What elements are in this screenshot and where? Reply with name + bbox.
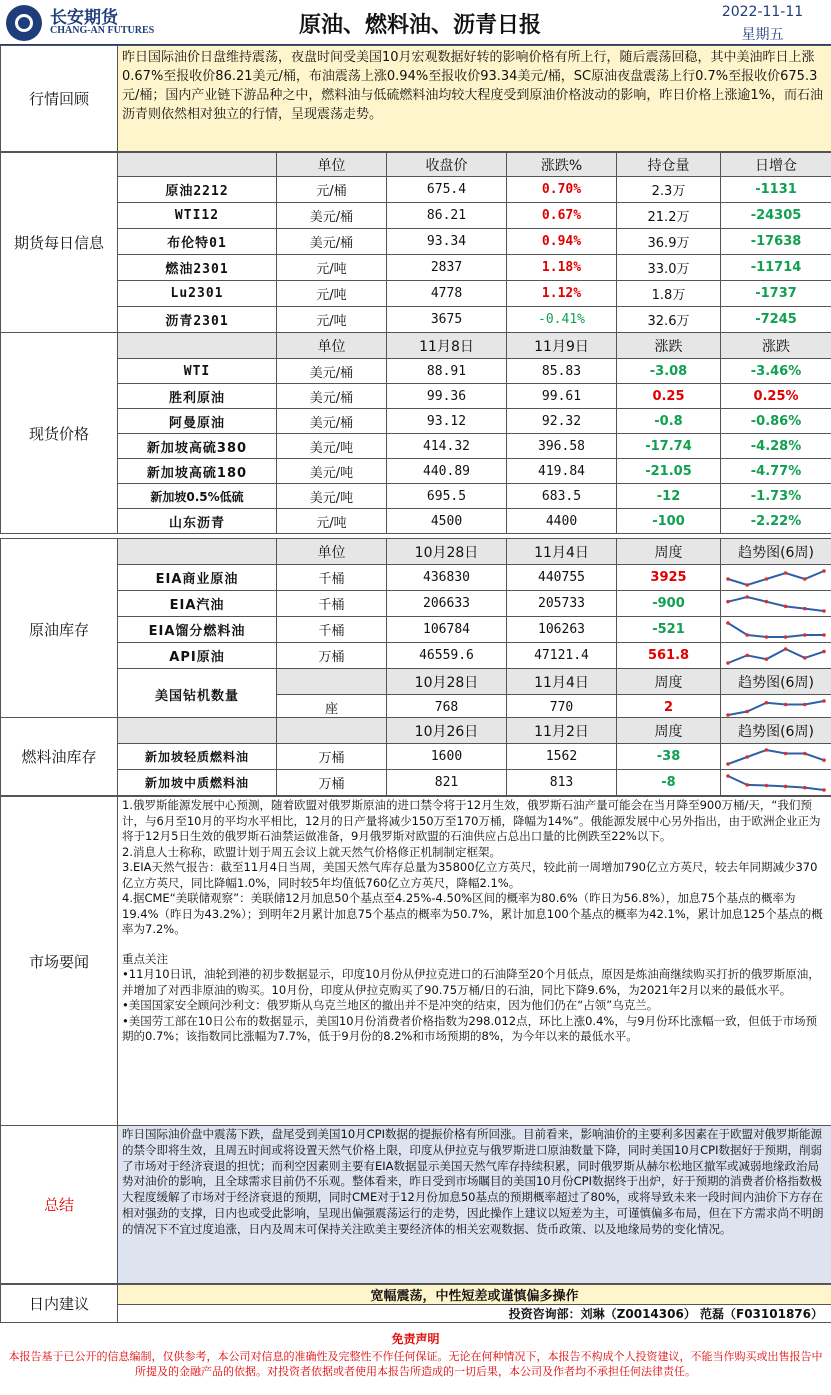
unit-cell: 元/吨: [277, 307, 387, 333]
contract-name: WTI12: [118, 203, 277, 229]
change-cell: 1.18%: [507, 255, 617, 281]
sparkline-point: [803, 751, 807, 755]
unit-cell: 万桶: [277, 744, 387, 770]
spot-name: 新加坡0.5%低硫: [118, 484, 277, 509]
sparkline-point: [726, 774, 730, 778]
oi-cell: 21.2万: [617, 203, 721, 229]
unit-cell: 美元/桶: [277, 203, 387, 229]
inventory-name: 新加坡轻质燃料油: [118, 744, 277, 770]
crude-stock-label: 原油库存: [1, 539, 118, 721]
futures-label: 期货每日信息: [1, 153, 118, 333]
close-cell: 675.4: [387, 177, 507, 203]
sparkline-point: [745, 583, 749, 587]
contract-name: Lu2301: [118, 281, 277, 307]
advice-text: 宽幅震荡，中性短差或谨慎偏多操作: [118, 1285, 831, 1305]
disclaimer-text: 本报告基于已公开的信息编制，仅供参考，本公司对信息的准确性及完整性不作任何保证。无论在何种情况下，本报告不构成个人投资建议，不能当作购买或出售报告中所提及的金融产品的依据。对投资者依据或者使用本报告所造成的一切后果，本公司及作者均不承担任何法律责任。: [8, 1350, 823, 1378]
spot-name: WTI: [118, 359, 277, 384]
oi-change-cell: -7245: [721, 307, 831, 333]
trend-cell: [721, 643, 831, 669]
unit-cell: 千桶: [277, 565, 387, 591]
sparkline-point: [745, 633, 749, 637]
trend-sparkline: [724, 619, 828, 641]
sparkline-series: [728, 623, 824, 637]
report-header: [0, 0, 831, 46]
oi-change-cell: -24305: [721, 203, 831, 229]
oi-cell: 36.9万: [617, 229, 721, 255]
price-cell: 88.91: [387, 359, 507, 384]
inventory-name: EIA商业原油: [118, 565, 277, 591]
spot-name: 新加坡高硫380: [118, 434, 277, 459]
report-weekday: 星期五: [741, 27, 784, 43]
spot-header: 单位: [277, 333, 387, 359]
trend-sparkline: [724, 746, 828, 768]
news-item: 4.据CME“美联储观察”：美联储12月加息50个基点至4.25%-4.50%区间的概率为80.6%（昨日为56.8%），加息75个基点的概率为19.4%（昨日为43.2%）；到明年2月累计加息75个基点的概率为50.7%，累计加息100个基点的概率为42.1%，累计加息125个基点的概率为7.2%。: [122, 891, 823, 936]
contract-name: 沥青2301: [118, 307, 277, 333]
close-cell: 86.21: [387, 203, 507, 229]
news-spacer: [122, 938, 827, 952]
change-cell: 1.12%: [507, 281, 617, 307]
value-cell: 46559.6: [387, 643, 507, 669]
price-cell: 4500: [387, 509, 507, 534]
rig-header: 趋势图(6周): [721, 669, 831, 695]
futures-header: 单位: [277, 153, 387, 177]
sparkline-point: [803, 633, 807, 637]
change-cell: -100: [617, 509, 721, 534]
trend-sparkline: [724, 772, 828, 794]
sparkline-point: [726, 577, 730, 581]
pct-cell: -3.46%: [721, 359, 831, 384]
focus-heading: 重点关注: [122, 951, 168, 966]
report-date: 2022-11-11: [721, 4, 804, 20]
fuel-stock-table: [0, 717, 831, 796]
table-row: [1, 591, 831, 617]
sparkline-point: [765, 635, 769, 639]
close-cell: 4778: [387, 281, 507, 307]
summary-section: [0, 1125, 831, 1284]
oi-cell: 1.8万: [617, 281, 721, 307]
sparkline-point: [765, 783, 769, 787]
change-cell: -0.8: [617, 409, 721, 434]
close-cell: 93.34: [387, 229, 507, 255]
sparkline-point: [822, 609, 826, 613]
table-row: [1, 307, 831, 333]
news-item: 1.俄罗斯能源发展中心预测，随着欧盟对俄罗斯原油的进口禁令将于12月生效，俄罗斯石油产量可能会在当月降至900万桶/天，“我们预计，与6月至10月的平均水平相比，12月的日产量将减少150万至170万桶，降幅为14%”。俄能源发展中心另外指出，由于欧洲企业正为将于12月5日生效的俄罗斯石油禁运做准备，9月俄罗斯对欧盟的石油供应占总出口量的比例跌至22%以下。: [122, 798, 821, 843]
report-title: 原油、燃料油、沥青日报: [298, 13, 541, 38]
sparkline-point: [803, 785, 807, 789]
oi-cell: 2.3万: [617, 177, 721, 203]
sparkline-point: [822, 758, 826, 762]
rig-header: 周度: [617, 669, 721, 695]
spot-header: 涨跌: [617, 333, 721, 359]
oi-cell: 33.0万: [617, 255, 721, 281]
rig-count-label: 美国钻机数量: [118, 669, 277, 721]
change-cell: -38: [617, 744, 721, 770]
price-cell: 414.32: [387, 434, 507, 459]
sparkline-point: [784, 571, 788, 575]
news-item: •11月10日讯，油轮到港的初步数据显示，印度10月份从伊拉克进口的石油降至20个月低点，原因是炼油商继续购买打折的俄罗斯原油，并增加了对西非原油的购买。10月份，印度从伊拉克购买了90.75万桶/日的石油，同比下降9.6%，为2021年2月以来的最低水平。: [122, 967, 820, 997]
change-cell: -17.74: [617, 434, 721, 459]
change-cell: -21.05: [617, 459, 721, 484]
price-cell: 683.5: [507, 484, 617, 509]
crude-header: 趋势图(6周): [721, 539, 831, 565]
sparkline-point: [765, 599, 769, 603]
change-cell: -12: [617, 484, 721, 509]
value-cell: 768: [387, 695, 507, 721]
unit-cell: 千桶: [277, 617, 387, 643]
table-row: [1, 177, 831, 203]
table-row: [1, 617, 831, 643]
value-cell: 47121.4: [507, 643, 617, 669]
contract-name: 燃油2301: [118, 255, 277, 281]
value-cell: 106784: [387, 617, 507, 643]
crude-header: 10月28日: [387, 539, 507, 565]
sparkline-series: [728, 750, 824, 764]
sparkline-series: [728, 571, 824, 585]
sparkline-point: [745, 595, 749, 599]
price-cell: 440.89: [387, 459, 507, 484]
inventory-name: EIA馏分燃料油: [118, 617, 277, 643]
change-cell: -521: [617, 617, 721, 643]
unit-cell: 千桶: [277, 591, 387, 617]
unit-cell: 美元/桶: [277, 359, 387, 384]
sparkline-point: [822, 569, 826, 573]
close-cell: 2837: [387, 255, 507, 281]
sparkline-point: [822, 633, 826, 637]
market-news-label: 市场要闻: [1, 797, 118, 1126]
sparkline-point: [784, 647, 788, 651]
sparkline-series: [728, 701, 824, 715]
sparkline-point: [784, 604, 788, 608]
price-cell: 419.84: [507, 459, 617, 484]
unit-cell: 座: [277, 695, 387, 721]
table-row: [1, 409, 831, 434]
oi-change-cell: -1737: [721, 281, 831, 307]
crude-header: 周度: [617, 539, 721, 565]
futures-header: 持仓量: [617, 153, 721, 177]
trend-sparkline: [724, 697, 828, 719]
value-cell: 1600: [387, 744, 507, 770]
change-cell: -0.41%: [507, 307, 617, 333]
fuel-stock-label: 燃料油库存: [1, 718, 118, 796]
price-cell: 93.12: [387, 409, 507, 434]
summary-text: 昨日国际油价盘中震荡下跌，盘尾受到美国10月CPI数据的提振价格有所回涨。目前看来，影响油价的主要利多因素在于欧盟对俄罗斯能源的禁令即将生效，且周五时间或将设置天然气价格上限，印度从伊拉克与俄罗斯进口原油数量下降，同时美国10月CPI数据好于预期，削弱了市场对于经济衰退的担忧；而利空因素则主要有EIA数据显示美国天然气库存持续积累，同时俄罗斯从赫尔松地区撤军或减弱地缘政治局势对油价的影响，且全球需求目前仍不乐观。整体看来，昨日受到市场瞩目的美国10月份CPI数据终于出炉，好于预期的消费者价格指数极大程度缓解了市场对于经济衰退的预期，同时CME对于12月份加息50基点的预期概率超过了80%，或将导致未来一段时间内油价下方存在相对强劲的支撑，日内也或受此影响，呈现出偏强震荡运行的走势，因此操作上建议以短差为主，可谨慎偏多布局，但在下方需求尚不明朗的情况下不宜过度追涨，日内及周末可保持关注欧美主要经济体的相关宏观数据、货币政策、以及地缘局势的变化情况。: [118, 1126, 831, 1284]
change-cell: 3925: [617, 565, 721, 591]
sparkline-point: [784, 635, 788, 639]
sparkline-point: [765, 748, 769, 752]
table-row: [1, 484, 831, 509]
company-logo-icon: [6, 5, 42, 41]
sparkline-point: [726, 661, 730, 665]
pct-cell: -1.73%: [721, 484, 831, 509]
pct-cell: -4.77%: [721, 459, 831, 484]
change-cell: 2: [617, 695, 721, 721]
contract-name: 原油2212: [118, 177, 277, 203]
sparkline-point: [765, 657, 769, 661]
unit-cell: 元/吨: [277, 509, 387, 534]
change-cell: -3.08: [617, 359, 721, 384]
table-row: [1, 770, 831, 796]
sparkline-point: [784, 784, 788, 788]
spot-name: 新加坡高硫180: [118, 459, 277, 484]
trend-sparkline: [724, 645, 828, 667]
sparkline-point: [765, 700, 769, 704]
futures-header-blank: [118, 153, 277, 177]
sparkline-point: [822, 788, 826, 792]
spot-label: 现货价格: [1, 333, 118, 534]
contract-name: 布伦特01: [118, 229, 277, 255]
review-text: 昨日国际油价日盘维持震荡，夜盘时间受美国10月宏观数据好转的影响价格有所上行，随后震荡回稳，其中美油昨日上涨0.67%至报收价86.21美元/桶，布油震荡上涨0.94%至报收价93.34美元/桶，SC原油夜盘震荡上行0.7%至报收价675.3元/桶；国内产业链下游品种之中，燃料油与低硫燃料油均较大程度受到原油价格波动的影响，昨日价格上涨逾1%，而石油沥青则依然相对独立的行情，呈现震荡走势。: [118, 46, 831, 152]
fuel-header: 10月26日: [387, 718, 507, 744]
logo-chinese: 长安期货: [50, 8, 118, 28]
sparkline-point: [803, 606, 807, 610]
price-cell: 92.32: [507, 409, 617, 434]
futures-header: 涨跌%: [507, 153, 617, 177]
sparkline-point: [726, 713, 730, 717]
sparkline-series: [728, 597, 824, 611]
trend-cell: [721, 565, 831, 591]
crude-header: 11月4日: [507, 539, 617, 565]
inventory-name: EIA汽油: [118, 591, 277, 617]
news-item: 2.消息人士称称，欧盟计划于周五会议上就天然气价格修正机制制定框架。: [122, 844, 501, 859]
table-row: [1, 643, 831, 669]
sparkline-point: [745, 783, 749, 787]
sparkline-point: [784, 751, 788, 755]
sparkline-point: [745, 709, 749, 713]
value-cell: 205733: [507, 591, 617, 617]
change-cell: 561.8: [617, 643, 721, 669]
spot-header: 11月8日: [387, 333, 507, 359]
pct-cell: -4.28%: [721, 434, 831, 459]
sparkline-point: [822, 649, 826, 653]
spot-name: 山东沥青: [118, 509, 277, 534]
spot-header: 11月9日: [507, 333, 617, 359]
table-row: [1, 434, 831, 459]
value-cell: 1562: [507, 744, 617, 770]
change-cell: 0.70%: [507, 177, 617, 203]
inventory-name: 新加坡中质燃料油: [118, 770, 277, 796]
futures-header: 收盘价: [387, 153, 507, 177]
analyst-credit: 投资咨询部：刘琳（Z0014306） 范磊（F03101876）: [118, 1305, 831, 1323]
trend-cell: [721, 770, 831, 796]
news-item: 3.EIA天然气报告：截至11月4日当周，美国天然气库存总量为35800亿立方英尺，较此前一周增加790亿立方英尺，较去年同期减少370亿立方英尺，同比降幅1.0%，同时较5年均值低760亿立方英尺，降幅2.1%。: [122, 860, 818, 890]
futures-header: 日增仓: [721, 153, 831, 177]
table-row: [1, 203, 831, 229]
value-cell: 436830: [387, 565, 507, 591]
fuel-header-blank: [118, 718, 277, 744]
crude-stock-table: [0, 538, 831, 721]
sparkline-point: [726, 599, 730, 603]
sparkline-point: [726, 621, 730, 625]
fuel-header: 趋势图(6周): [721, 718, 831, 744]
sparkline-point: [822, 699, 826, 703]
price-cell: 396.58: [507, 434, 617, 459]
news-item: •美国劳工部在10日公布的数据显示，美国10月份消费者价格指数为298.012点，环比上涨0.4%，与9月份环比涨幅一致，但低于市场预期的0.7%；该指数同比涨幅为7.7%，低于9月份的8.2%和市场预期的8%，为今年以来的最低水平。: [122, 1013, 818, 1043]
value-cell: 813: [507, 770, 617, 796]
value-cell: 106263: [507, 617, 617, 643]
table-row: [1, 509, 831, 534]
unit-cell: 美元/吨: [277, 459, 387, 484]
trend-cell: [721, 744, 831, 770]
sparkline-point: [803, 656, 807, 660]
unit-cell: 元/吨: [277, 281, 387, 307]
unit-cell: 元/吨: [277, 255, 387, 281]
futures-table: [0, 152, 831, 333]
rig-header: 10月28日: [387, 669, 507, 695]
oi-change-cell: -11714: [721, 255, 831, 281]
pct-cell: -0.86%: [721, 409, 831, 434]
pct-cell: -2.22%: [721, 509, 831, 534]
review-label: 行情回顾: [1, 46, 118, 152]
rig-header-blank: [277, 669, 387, 695]
table-row: [1, 255, 831, 281]
spot-table: [0, 332, 831, 534]
sparkline-point: [803, 702, 807, 706]
table-row: [1, 744, 831, 770]
pct-cell: 0.25%: [721, 384, 831, 409]
unit-cell: 元/桶: [277, 177, 387, 203]
change-cell: 0.25: [617, 384, 721, 409]
trend-cell: [721, 591, 831, 617]
fuel-header: 11月2日: [507, 718, 617, 744]
rig-header: 11月4日: [507, 669, 617, 695]
change-cell: 0.67%: [507, 203, 617, 229]
unit-cell: 美元/桶: [277, 384, 387, 409]
table-row: [1, 359, 831, 384]
disclaimer-title: 免责声明: [391, 1332, 440, 1346]
unit-cell: 美元/吨: [277, 484, 387, 509]
spot-header-blank: [118, 333, 277, 359]
market-news-body: [118, 797, 831, 1126]
close-cell: 3675: [387, 307, 507, 333]
price-cell: 4400: [507, 509, 617, 534]
spot-header: 涨跌: [721, 333, 831, 359]
sparkline-point: [765, 577, 769, 581]
sparkline-point: [784, 702, 788, 706]
price-cell: 85.83: [507, 359, 617, 384]
spot-name: 阿曼原油: [118, 409, 277, 434]
spot-name: 胜利原油: [118, 384, 277, 409]
trend-cell: [721, 617, 831, 643]
value-cell: 821: [387, 770, 507, 796]
value-cell: 206633: [387, 591, 507, 617]
fuel-header: 周度: [617, 718, 721, 744]
advice-label: 日内建议: [1, 1285, 118, 1323]
unit-cell: 万桶: [277, 770, 387, 796]
sparkline-point: [745, 755, 749, 759]
unit-cell: 美元/桶: [277, 409, 387, 434]
unit-cell: 美元/吨: [277, 434, 387, 459]
sparkline-series: [728, 776, 824, 790]
crude-header: 单位: [277, 539, 387, 565]
sparkline-point: [726, 762, 730, 766]
oi-cell: 32.6万: [617, 307, 721, 333]
table-row: [1, 565, 831, 591]
unit-cell: 美元/桶: [277, 229, 387, 255]
change-cell: -900: [617, 591, 721, 617]
logo-english: CHANG-AN FUTURES: [50, 25, 155, 36]
trend-sparkline: [724, 593, 828, 615]
oi-change-cell: -17638: [721, 229, 831, 255]
sparkline-series: [728, 649, 824, 663]
advice-section: [0, 1284, 831, 1323]
change-cell: -8: [617, 770, 721, 796]
value-cell: 770: [507, 695, 617, 721]
price-cell: 99.36: [387, 384, 507, 409]
table-row: [1, 281, 831, 307]
review-section: [0, 45, 831, 152]
disclaimer: [0, 1322, 831, 1395]
table-row: [1, 384, 831, 409]
fuel-header-blank: [277, 718, 387, 744]
news-item: •美国国家安全顾问沙利文：俄罗斯从乌克兰地区的撤出并不是冲突的结束，因为他们仍在“占领”乌克兰。: [122, 998, 659, 1012]
inventory-name: API原油: [118, 643, 277, 669]
market-news-section: [0, 796, 831, 1126]
crude-header-blank: [118, 539, 277, 565]
value-cell: 440755: [507, 565, 617, 591]
oi-change-cell: -1131: [721, 177, 831, 203]
change-cell: 0.94%: [507, 229, 617, 255]
sparkline-point: [745, 653, 749, 657]
trend-sparkline: [724, 567, 828, 589]
table-row: [1, 229, 831, 255]
unit-cell: 万桶: [277, 643, 387, 669]
sparkline-point: [803, 577, 807, 581]
price-cell: 695.5: [387, 484, 507, 509]
price-cell: 99.61: [507, 384, 617, 409]
table-row: [1, 459, 831, 484]
summary-label: 总结: [1, 1126, 118, 1284]
